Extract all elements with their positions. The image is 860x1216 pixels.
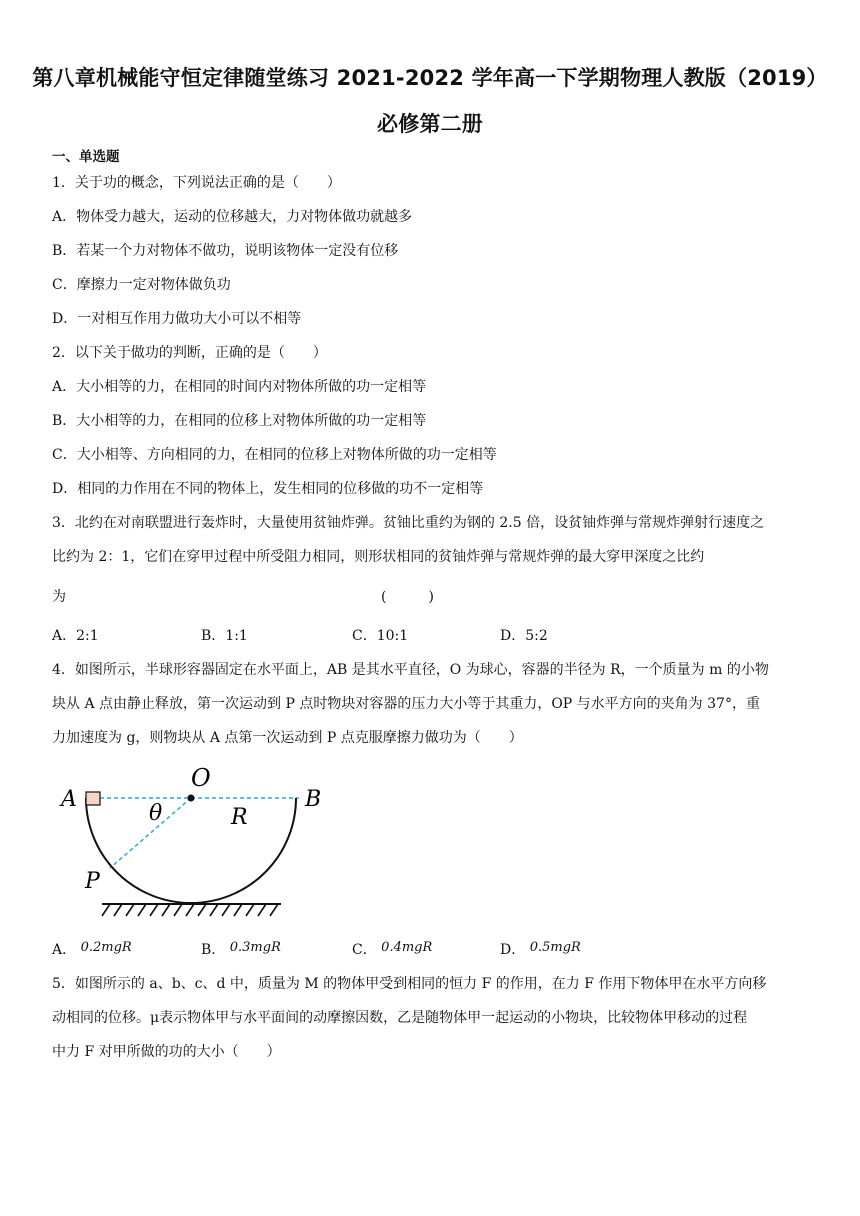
q4-option-b-letter: B． bbox=[201, 942, 226, 958]
hemisphere-arc bbox=[86, 798, 296, 903]
ground-hatching bbox=[102, 904, 278, 916]
q2-option-a: A．大小相等的力，在相同的时间内对物体所做的功一定相等 bbox=[52, 379, 427, 395]
section-heading: 一、单选题 bbox=[52, 149, 120, 165]
q5-stem-line1: 5．如图所示的 a、b、c、d 中，质量为 M 的物体甲受到相同的恒力 F 的作用，在力 F 作用下物体甲在水平方向移 bbox=[52, 976, 767, 992]
q1-stem: 1．关于功的概念，下列说法正确的是（ ） bbox=[52, 175, 341, 191]
q4-option-b-value: 0.3mgR bbox=[229, 940, 281, 955]
q3-option-b: B．1:1 bbox=[201, 628, 248, 644]
document-title-line2: 必修第二册 bbox=[377, 112, 483, 136]
q1-option-b: B．若某一个力对物体不做功，说明该物体一定没有位移 bbox=[52, 243, 399, 259]
q3-stem-line3: 为 bbox=[52, 589, 66, 605]
q5-stem-line2: 动相同的位移。μ表示物体甲与水平面间的动摩擦因数，乙是随物体甲一起运动的小物块，比较物体甲移动的过程 bbox=[52, 1010, 748, 1026]
label-p: P bbox=[85, 869, 100, 894]
q1-option-d: D．一对相互作用力做功大小可以不相等 bbox=[52, 311, 302, 327]
q3-option-d: D．5:2 bbox=[500, 628, 548, 644]
q1-option-a: A．物体受力越大，运动的位移越大，力对物体做功就越多 bbox=[52, 209, 413, 225]
label-theta: θ bbox=[149, 801, 163, 826]
label-a: A bbox=[61, 787, 77, 812]
small-block bbox=[86, 792, 100, 805]
q3-stem-line2: 比约为 2：1，它们在穿甲过程中所受阻力相同，则形状相同的贫铀炸弹与常规炸弹的最大穿甲深度之比约 bbox=[52, 549, 705, 565]
label-b: B bbox=[305, 787, 322, 812]
center-point-o bbox=[188, 795, 195, 802]
hemisphere-figure bbox=[55, 760, 355, 920]
label-r: R bbox=[231, 805, 248, 830]
q1-option-c: C．摩擦力一定对物体做负功 bbox=[52, 277, 231, 293]
document-title-line1: 第八章机械能守恒定律随堂练习 2021-2022 学年高一下学期物理人教版（2019） bbox=[32, 66, 828, 90]
q3-option-a: A．2:1 bbox=[52, 628, 99, 644]
q4-stem-line2: 块从 A 点由静止释放，第一次运动到 P 点时物块对容器的压力大小等于其重力，OP 与水平方向的夹角为 37°，重 bbox=[52, 696, 760, 712]
q4-option-c-value: 0.4mgR bbox=[381, 940, 433, 955]
q3-answer-blank: ( ) bbox=[381, 589, 434, 605]
q4-option-d-letter: D． bbox=[500, 942, 526, 958]
q4-stem-line1: 4．如图所示，半球形容器固定在水平面上，AB 是其水平直径，O 为球心，容器的半径为 R，一个质量为 m 的小物 bbox=[52, 662, 769, 678]
q2-option-c: C．大小相等、方向相同的力，在相同的位移上对物体所做的功一定相等 bbox=[52, 447, 497, 463]
q5-stem-line3: 中力 F 对甲所做的功的大小（ ） bbox=[52, 1044, 281, 1060]
q2-option-b: B．大小相等的力，在相同的位移上对物体所做的功一定相等 bbox=[52, 413, 427, 429]
label-o: O bbox=[191, 764, 211, 792]
q3-stem-line1: 3．北约在对南联盟进行轰炸时，大量使用贫铀炸弹。贫铀比重约为钢的 2.5 倍，设贫铀炸弹与常规炸弹射行速度之 bbox=[52, 515, 765, 531]
q2-stem: 2．以下关于做功的判断，正确的是（ ） bbox=[52, 345, 327, 361]
q4-option-a-letter: A． bbox=[52, 942, 77, 958]
q4-option-a-value: 0.2mgR bbox=[80, 940, 132, 955]
q3-option-c: C．10:1 bbox=[352, 628, 409, 644]
q2-option-d: D．相同的力作用在不同的物体上，发生相同的位移做的功不一定相等 bbox=[52, 481, 484, 497]
q4-stem-line3: 力加速度为 g，则物块从 A 点第一次运动到 P 点克服摩擦力做功为（ ） bbox=[52, 730, 523, 746]
q4-option-d-value: 0.5mgR bbox=[529, 940, 581, 955]
q4-option-c-letter: C． bbox=[352, 942, 377, 958]
